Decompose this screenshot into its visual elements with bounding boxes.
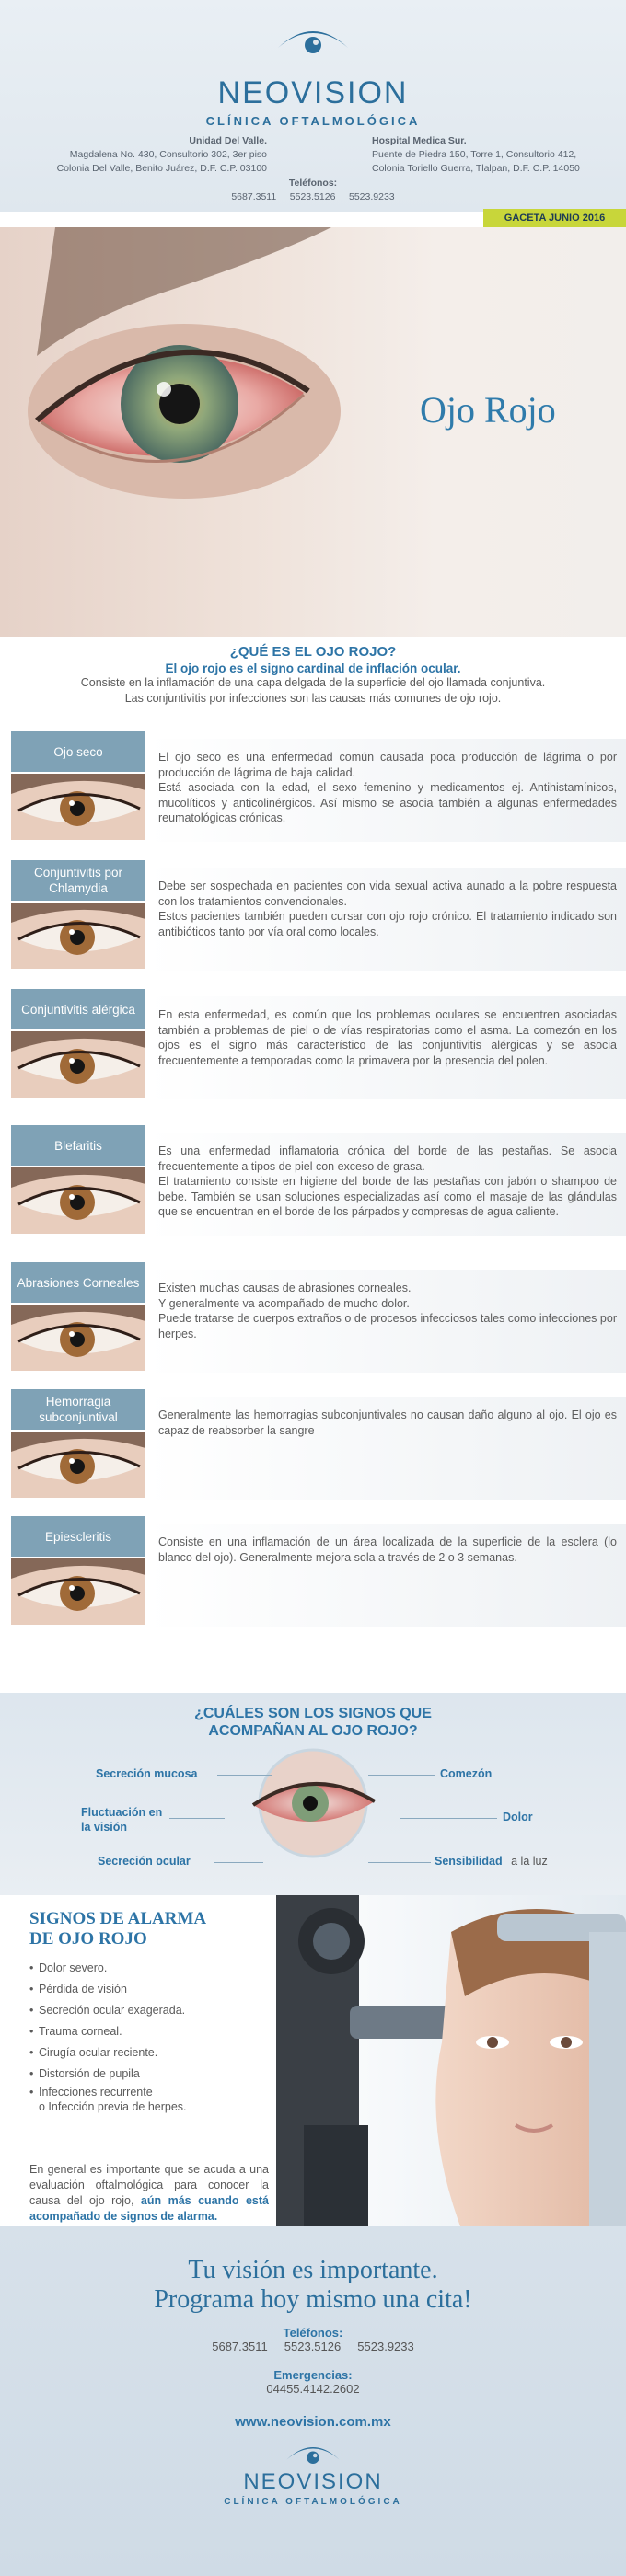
address-line: Colonia Del Valle, Benito Juárez, D.F. C.P. 03100 <box>56 163 267 174</box>
condition-eye-photo <box>11 1167 145 1234</box>
eye-photo-icon <box>11 1031 145 1098</box>
condition-text: El ojo seco es una enfermedad común causada poca producción de lágrima o por producción de lágrima de baja calidad. Está asociada con la edad, el sexo femenino y medicamentos ej. Antihistamínicos, mucolíticos y anticolinérgicos. Así mismo se asocia también a algunas enfermedades reumatológicas crónicas. <box>158 751 617 824</box>
eye-photo-icon <box>11 903 145 969</box>
address-line: Puente de Piedra 150, Torre 1, Consultorio 412, <box>372 149 577 160</box>
alarm-item: • Dolor severo. <box>29 1958 269 1979</box>
intro-subtitle: El ojo rojo es el signo cardinal de inflación ocular. <box>165 661 461 675</box>
condition-label: Ojo seco <box>11 731 145 772</box>
address-line: Colonia Toriello Guerra, Tlalpan, D.F. C.P. 14050 <box>372 163 580 174</box>
condition-eye-photo <box>11 1558 145 1625</box>
intro-section <box>0 644 626 707</box>
condition-label: Blefaritis <box>11 1125 145 1166</box>
condition-row <box>0 731 626 849</box>
phones-title: Teléfonos: <box>288 178 338 189</box>
sign-comezon: Comezón <box>440 1767 493 1780</box>
website-link[interactable]: www.neovision.com.mx <box>235 2414 391 2430</box>
footer-emergencies <box>0 2368 626 2396</box>
neovision-logo-icon <box>276 20 350 57</box>
brand-subtitle: CLÍNICA OFTALMOLÓGICA <box>205 114 421 128</box>
sign-secrecion-ocular: Secreción ocular <box>98 1855 191 1868</box>
address-del-valle <box>55 134 267 176</box>
cta-line: Tu visión es importante. <box>188 2256 438 2284</box>
alarm-item: • Pérdida de visión <box>29 1979 269 2000</box>
alarm-item: • Distorsión de pupila <box>29 2064 269 2085</box>
eye-photo-icon <box>11 774 145 840</box>
intro-question: ¿QUÉ ES EL OJO ROJO? <box>229 644 397 660</box>
condition-eye-photo <box>11 1305 145 1371</box>
signs-title: ¿CUÁLES SON LOS SIGNOS QUE ACOMPAÑAN AL OJO ROJO? <box>194 1706 432 1739</box>
footer-phones-title: Teléfonos: <box>283 2326 343 2340</box>
alarm-item: • Secreción ocular exagerada. <box>29 2000 269 2021</box>
intro-line: Consiste en la inflamación de una capa delgada de la superficie del ojo llamada conjuntiva. <box>80 676 546 689</box>
condition-row <box>0 1516 626 1634</box>
condition-row <box>0 860 626 978</box>
condition-label: Hemorragia subconjuntival <box>11 1389 145 1430</box>
cta-text <box>0 2256 626 2315</box>
footer-brand: NEOVISION <box>243 2469 383 2494</box>
condition-text: En esta enfermedad, es común que los problemas oculares se encuentren asociadas también a problemas de piel o de vías respiratorias como el asma. La comezón en los ojos es el signo más característico de las conjuntivitis alérgicas y se asocia frecuentemente a temporadas como la primavera por la presencia del polen. <box>158 1008 617 1067</box>
condition-row <box>0 1125 626 1243</box>
sign-fluctuacion: Fluctuación en la visión <box>81 1806 163 1834</box>
address-title: Hospital Medica Sur. <box>372 135 467 146</box>
eye-photo-icon <box>11 1305 145 1371</box>
eye-exam-illustration <box>267 1895 626 2226</box>
sign-dolor: Dolor <box>503 1811 533 1823</box>
sign-connector-line <box>217 1775 272 1776</box>
alarm-title: SIGNOS DE ALARMA DE OJO ROJO <box>29 1909 206 1949</box>
condition-row <box>0 1262 626 1380</box>
header-phones <box>0 177 626 204</box>
hero-banner <box>0 227 626 637</box>
sign-connector-line <box>214 1862 263 1863</box>
condition-label: Epiescleritis <box>11 1516 145 1557</box>
alarm-note: En general es importante que se acuda a una evaluación oftalmológica para conocer la causa del ojo rojo, aún más cuando está acompañado de signos de alarma. <box>29 2163 270 2223</box>
footer-emerg-title: Emergencias: <box>273 2368 353 2382</box>
hero-title: Ojo Rojo <box>420 389 556 431</box>
condition-eye-photo <box>11 903 145 969</box>
address-title: Unidad Del Valle. <box>189 135 267 146</box>
footer-subbrand: CLÍNICA OFTALMOLÓGICA <box>224 2497 402 2507</box>
condition-eye-photo <box>11 1031 145 1098</box>
condition-text: Existen muchas causas de abrasiones corneales. Y generalmente va acompañado de mucho dolor. Puede tratarse de cuerpos extraños o de procesos infecciosos tales como infecciones por herpes. <box>158 1282 617 1340</box>
alarm-item: • Trauma corneal. <box>29 2021 269 2042</box>
condition-eye-photo <box>11 1432 145 1498</box>
sign-secrecion-mucosa: Secreción mucosa <box>96 1767 198 1780</box>
alarm-list <box>29 1958 269 2114</box>
gaceta-badge <box>483 209 626 227</box>
footer-phones <box>0 2326 626 2353</box>
eye-photo-icon <box>11 1432 145 1498</box>
intro-line: Las conjuntivitis por infecciones son las causas más comunes de ojo rojo. <box>124 692 502 705</box>
condition-row <box>0 1389 626 1507</box>
signs-eye-illustration <box>226 1748 400 1858</box>
sign-connector-line <box>169 1818 225 1819</box>
condition-label: Conjuntivitis alérgica <box>11 989 145 1029</box>
brand-name: NEOVISION <box>217 75 409 110</box>
cta-line: Programa hoy mismo una cita! <box>154 2285 472 2314</box>
sign-connector-line <box>368 1862 431 1863</box>
alarm-item: • Cirugía ocular reciente. <box>29 2042 269 2064</box>
condition-row <box>0 989 626 1107</box>
condition-text: Consiste en una inflamación de un área localizada de la superficie de la esclera (lo blanco del ojo). Generalmente mejora sola a través de 2 o 3 semanas. <box>158 1535 617 1564</box>
alarm-item: • Infecciones recurrente o Infección previa de herpes. <box>29 2085 269 2114</box>
eye-photo-icon <box>11 1167 145 1234</box>
condition-text: Es una enfermedad inflamatoria crónica del borde de las pestañas. Se asocia frecuentemente a tipos de piel con exceso de grasa. El tratamiento consiste en higiene del borde de las pestañas con jabón o shampoo de bebe. También se usan soluciones especializadas así como el masaje de las glándulas que se encuentran en el borde de los párpados y compresas de agua caliente. <box>158 1144 617 1218</box>
eye-photo-icon <box>11 1558 145 1625</box>
footer-emerg-number: 04455.4142.2602 <box>266 2382 360 2396</box>
neovision-logo-icon <box>285 2438 341 2467</box>
footer-phones-numbers: 5687.3511 5523.5126 5523.9233 <box>212 2340 414 2353</box>
sign-connector-line <box>368 1775 435 1776</box>
condition-text: Debe ser sospechada en pacientes con vida sexual activa aunado a la pobre respuesta con los tratamientos convencionales. Estos pacientes también pueden cursar con ojo rojo crónico. El tratamiento indicado son antibióticos tanto por vía oral como locales. <box>158 880 617 938</box>
address-line: Magdalena No. 430, Consultorio 302, 3er piso <box>69 149 267 160</box>
sign-sensibilidad: Sensibilidad a la luz <box>435 1855 548 1868</box>
phones-numbers: 5687.3511 5523.5126 5523.9233 <box>231 191 395 202</box>
condition-eye-photo <box>11 774 145 840</box>
gaceta-label: GACETA JUNIO 2016 <box>504 213 606 224</box>
sign-connector-line <box>400 1818 497 1819</box>
address-medica-sur <box>372 134 611 176</box>
red-eye-illustration <box>0 227 626 637</box>
condition-label: Conjuntivitis por Chlamydia <box>11 860 145 901</box>
condition-label: Abrasiones Corneales <box>11 1262 145 1303</box>
condition-text: Generalmente las hemorragias subconjuntivales no causan daño alguno al ojo. El ojo es capaz de reabsorber la sangre <box>158 1409 617 1437</box>
